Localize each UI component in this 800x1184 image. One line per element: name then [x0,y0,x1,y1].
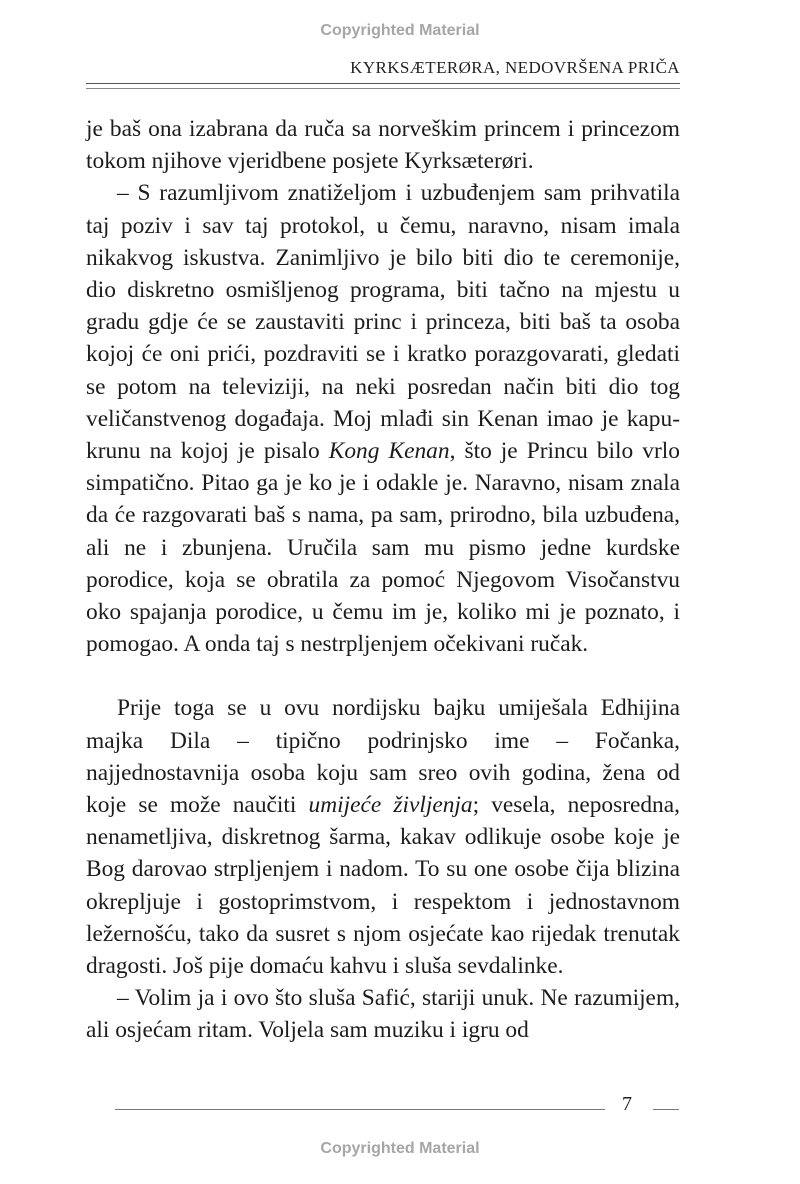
paragraph-text: Prije toga se u ovu nordijsku bajku umiješala Edhijina majka Dila – tipično podrinjsko ime – Fočanka, najjednostavnija osoba koju sam sreo ovih godina, žena od koje se može naučiti [86,695,680,819]
copyright-watermark-bottom: Copyrighted Material [320,1140,480,1157]
footer-rule-tail [653,1109,679,1110]
header-rule-secondary [86,88,680,89]
paragraph-continuation: je baš ona izabrana da ruča sa norveškim princem i princezom tokom njihove vjeridbene posjete Kyrksæterøri. [86,116,680,175]
page-number: 7 [622,1093,632,1115]
footer-rule [115,1109,605,1110]
paragraph-text: , što je Princu bilo vrlo simpatično. Pitao ga je ko je i odakle je. Naravno, nisam znala da će razgovarati baš s nama, pa sam, prirodno, bila uzbuđena, ali ne i zbunjena. Uručila sam mu pismo jedne kurdske porodice, koja se obratila za pomoć Njegovom Visočanstvu oko spajanja porodice, u čemu im je, koliko mi je poznato, i pomogao. A onda taj s nestrpljenjem očekivani ručak. [86,438,680,658]
paragraph-dialogue-reception [86,177,680,660]
paragraph-dialogue-music: – Volim ja i ovo što sluša Safić, stariji unuk. Ne razumijem, ali osjećam ritam. Voljela sam muziku i igru od [86,985,680,1044]
body-text [86,113,680,1047]
paragraph-text: – S razumljivom znatiželjom i uzbuđenjem sam prihvatila taj poziv i sav taj protokol, u čemu, naravno, nisam imala nikakvog iskustva. Zanimljivo je bilo biti dio te ceremonije, dio diskretno osmišljenog programa, biti tačno na mjestu u gradu gdje će se zaustaviti princ i princeza, biti baš ta osoba kojoj će oni prići, pozdraviti se i kratko porazgovarati, gledati se potom na televiziji, na neki posredan način biti dio tog veličanstvenog događaja. Moj mlađi sin Kenan imao je kapu-krunu na kojoj je pisalo [86,180,680,465]
paragraph-dila [86,692,680,982]
italic-text: Kong Kenan [328,438,450,465]
paragraph-text: ; vesela, neposredna, nenametljiva, diskretnog šarma, kakav odlikuje osobe koje je Bog darovao strpljenjem i nadom. To su one osobe čija blizina okrepljuje i gostoprimstvom, i respektom i jednostavnom ležernošću, tako da susret s njom osjećate kao rijedak trenutak dragosti. Još pije domaću kahvu i sluša sevdalinke. [86,792,680,980]
italic-text: umijeće življenja [308,792,473,819]
header-rule [86,83,680,84]
running-header-title: KYRKSÆTERØRA, NEDOVRŠENA PRIČA [350,58,680,77]
copyright-watermark-top: Copyrighted Material [320,22,480,39]
